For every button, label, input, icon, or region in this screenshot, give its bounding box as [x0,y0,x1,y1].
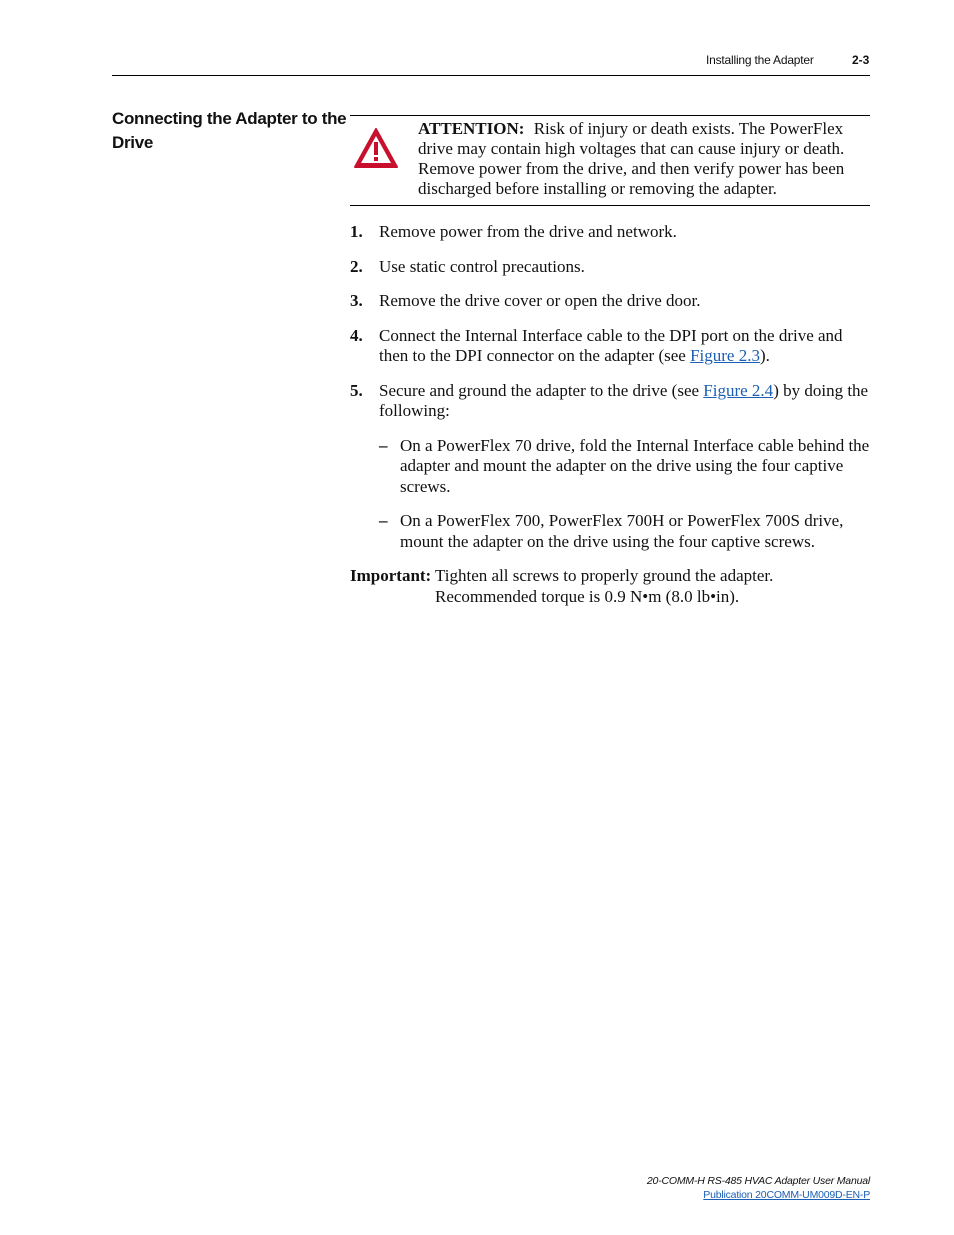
important-text: Tighten all screws to properly ground the adapter. Recommended torque is 0.9 N•m (8.0 lb•in). [435,566,774,606]
step-item [350,381,870,422]
substep-dash: – [379,511,388,530]
step-text-end: ). [759,346,770,365]
substep-text: On a PowerFlex 70 drive, fold the Internal Interface cable behind the adapter and mount the adapter on the drive using the four captive screws. [400,435,870,496]
step-number: 4. [350,325,363,345]
substep-item [379,436,870,498]
important-label: Important: [350,566,432,585]
section-title: Connecting the Adapter to the Drive [112,109,347,152]
step-text: Remove the drive cover or open the drive door. [379,291,701,310]
header-divider [112,75,870,76]
figure-2-4-link[interactable]: Figure 2.4 [703,380,774,400]
warning-triangle-icon [353,126,399,170]
attention-top-divider [350,115,870,116]
step-item [350,326,870,367]
step-text: Remove power from the drive and network. [379,222,677,241]
step-item [350,291,870,312]
running-header: Installing the Adapter [706,53,814,67]
step-number: 2. [350,256,363,276]
step-number: 5. [350,380,363,400]
substep-dash: – [379,435,388,455]
substep-item [379,511,870,552]
step-text: Secure and ground the adapter to the drive (see [379,380,704,400]
attention-bottom-divider [350,205,870,206]
step-list [350,222,870,607]
important-note [350,566,870,607]
step-item [350,257,870,278]
figure-2-3-link[interactable]: Figure 2.3 [690,346,760,365]
step-text: Use static control precautions. [379,256,585,276]
step-text: Connect the Internal Interface cable to the DPI port on the drive and then to the DPI connector on the adapter (see [379,325,843,365]
substep-text: On a PowerFlex 700, PowerFlex 700H or PowerFlex 700S drive, mount the adapter on the drive using the four captive screws. [400,511,844,551]
step-number: 3. [350,291,363,310]
step-item [350,222,870,243]
substep-list [350,436,870,553]
attention-label: ATTENTION: [418,119,525,138]
footer-publication-link[interactable]: Publication 20COMM-UM009D-EN-P [703,1189,870,1201]
page-number: 2-3 [852,53,870,67]
footer-manual-title: 20-COMM-H RS-485 HVAC Adapter User Manual [646,1175,870,1187]
step-number: 1. [350,222,363,241]
step-text-end: ) by doing the following: [379,380,869,420]
attention-box [418,119,868,199]
attention-text: Risk of injury or death exists. The PowerFlex drive may contain high voltages that can cause injury or death. Remove power from the drive, and then verify power has been discharged before installing or removing the adapter. [418,119,845,198]
